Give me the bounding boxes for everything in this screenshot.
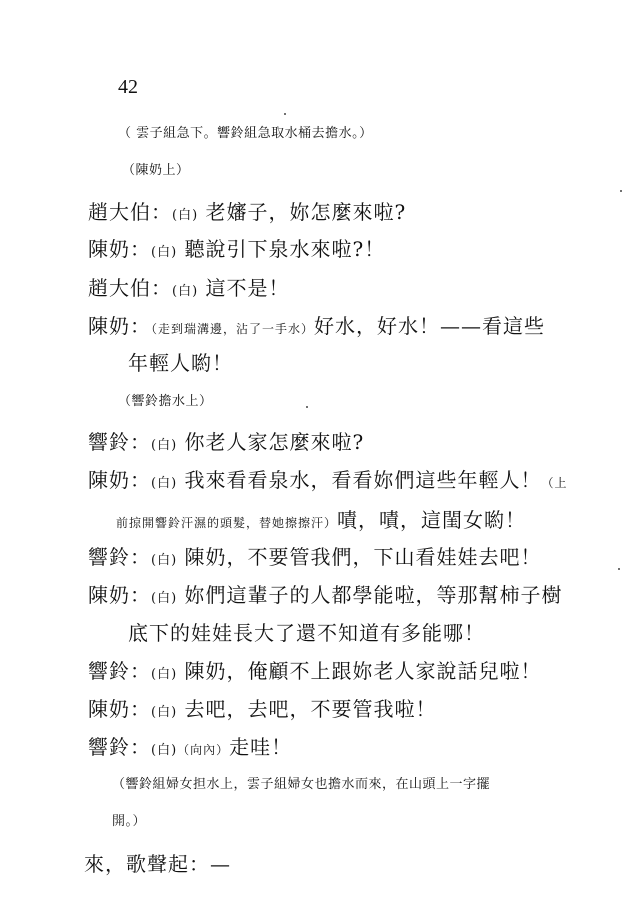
dialogue-line (88, 693, 437, 722)
dialogue-line (88, 426, 364, 455)
speech-marker: (白) (151, 476, 178, 491)
dialogue-text: 去吧，去吧，不要管我啦！ (177, 697, 437, 721)
dialogue-text: 來，歌聲起：— (84, 852, 231, 876)
speaker-name: 陳奶： (88, 468, 151, 492)
speaker-name: 響鈴： (88, 430, 151, 454)
speaker-name: 陳奶： (88, 697, 151, 721)
dialogue-line (88, 541, 542, 570)
stage-direction (118, 390, 213, 409)
speech-marker: (白) (172, 208, 199, 223)
dialogue-text: 嘖，嘖，這閨女喲！ (337, 508, 527, 532)
speaker-name: 趙大伯： (88, 276, 172, 300)
speaker-name: 陳奶： (88, 314, 151, 338)
dialogue-text: 陳奶，俺顧不上跟妳老人家說話兒啦！ (177, 659, 542, 683)
dialogue-line (88, 655, 542, 684)
dialogue-continuation (116, 504, 526, 533)
inline-stage-direction: 前掠開響鈴汗濕的頭髮，替她擦擦汗） (116, 516, 338, 530)
speaker-name: 響鈴： (88, 545, 151, 569)
print-speck (284, 113, 286, 115)
dialogue-text: 我來看看泉水，看看妳們這些年輕人！ (177, 468, 542, 492)
stage-direction-text: （響鈴擔水上） (118, 394, 213, 409)
speech-marker: (白) (172, 284, 199, 299)
dialogue-line (88, 310, 545, 339)
dialogue-text: 妳們這輩子的人都學能啦，等那幫柿子樹 (177, 583, 563, 607)
inline-stage-direction: （走到瑞溝邊，沾了一手水） (151, 322, 315, 336)
dialogue-line (88, 272, 290, 301)
dialogue-line (88, 233, 385, 262)
inline-stage-direction: （上 (541, 476, 568, 490)
print-speck (620, 190, 622, 192)
dialogue-continuation (128, 617, 485, 646)
dialogue-line (88, 579, 563, 608)
dialogue-text: 老嬸子，妳怎麼來啦? (198, 200, 407, 224)
print-speck (306, 406, 308, 408)
dialogue-line (88, 464, 568, 493)
speech-marker: (白) (151, 245, 178, 260)
stage-direction (112, 773, 490, 792)
stage-direction-text: （響鈴組婦女担水上，雲子組婦女也擔水而來，在山頭上一字擺 (112, 777, 491, 792)
dialogue-text: 聽說引下泉水來啦?！ (177, 237, 386, 261)
speech-marker: (白) (151, 705, 178, 720)
speaker-name: 陳奶： (88, 237, 151, 261)
speaker-name: 響鈴： (88, 735, 151, 759)
dialogue-text: 你老人家怎麼來啦? (177, 430, 365, 454)
dialogue-text: 好水，好水！——看這些 (314, 314, 546, 338)
speech-marker: (白) (151, 591, 178, 606)
stage-direction (118, 122, 373, 141)
stage-direction-text: （陳奶上） (122, 163, 190, 178)
speaker-name: 趙大伯： (88, 200, 172, 224)
inline-stage-direction: （向內） (177, 743, 230, 757)
stage-direction (112, 810, 146, 829)
dialogue-text: 年輕人喲！ (128, 351, 233, 375)
dialogue-text: 走哇！ (229, 735, 293, 759)
dialogue-continuation (128, 347, 233, 376)
dialogue-text: 這不是！ (198, 276, 290, 300)
speech-marker: (白) (151, 438, 178, 453)
speaker-name: 陳奶： (88, 583, 151, 607)
speech-marker: (白) (151, 743, 178, 758)
dialogue-continuation (84, 848, 231, 877)
stage-direction-text: （ 雲子組急下。響鈴組急取水桶去擔水。） (118, 126, 373, 141)
dialogue-line (88, 196, 406, 225)
dialogue-line (88, 731, 292, 760)
dialogue-text: 陳奶，不要管我們，下山看娃娃去吧！ (177, 545, 542, 569)
speaker-name: 響鈴： (88, 659, 151, 683)
page-number: 42 (118, 76, 138, 98)
speech-marker: (白) (151, 553, 178, 568)
speech-marker: (白) (151, 667, 178, 682)
stage-direction-text: 開。） (112, 814, 147, 829)
stage-direction (122, 159, 190, 178)
dialogue-text: 底下的娃娃長大了還不知道有多能哪！ (128, 621, 485, 645)
print-speck (618, 568, 620, 570)
